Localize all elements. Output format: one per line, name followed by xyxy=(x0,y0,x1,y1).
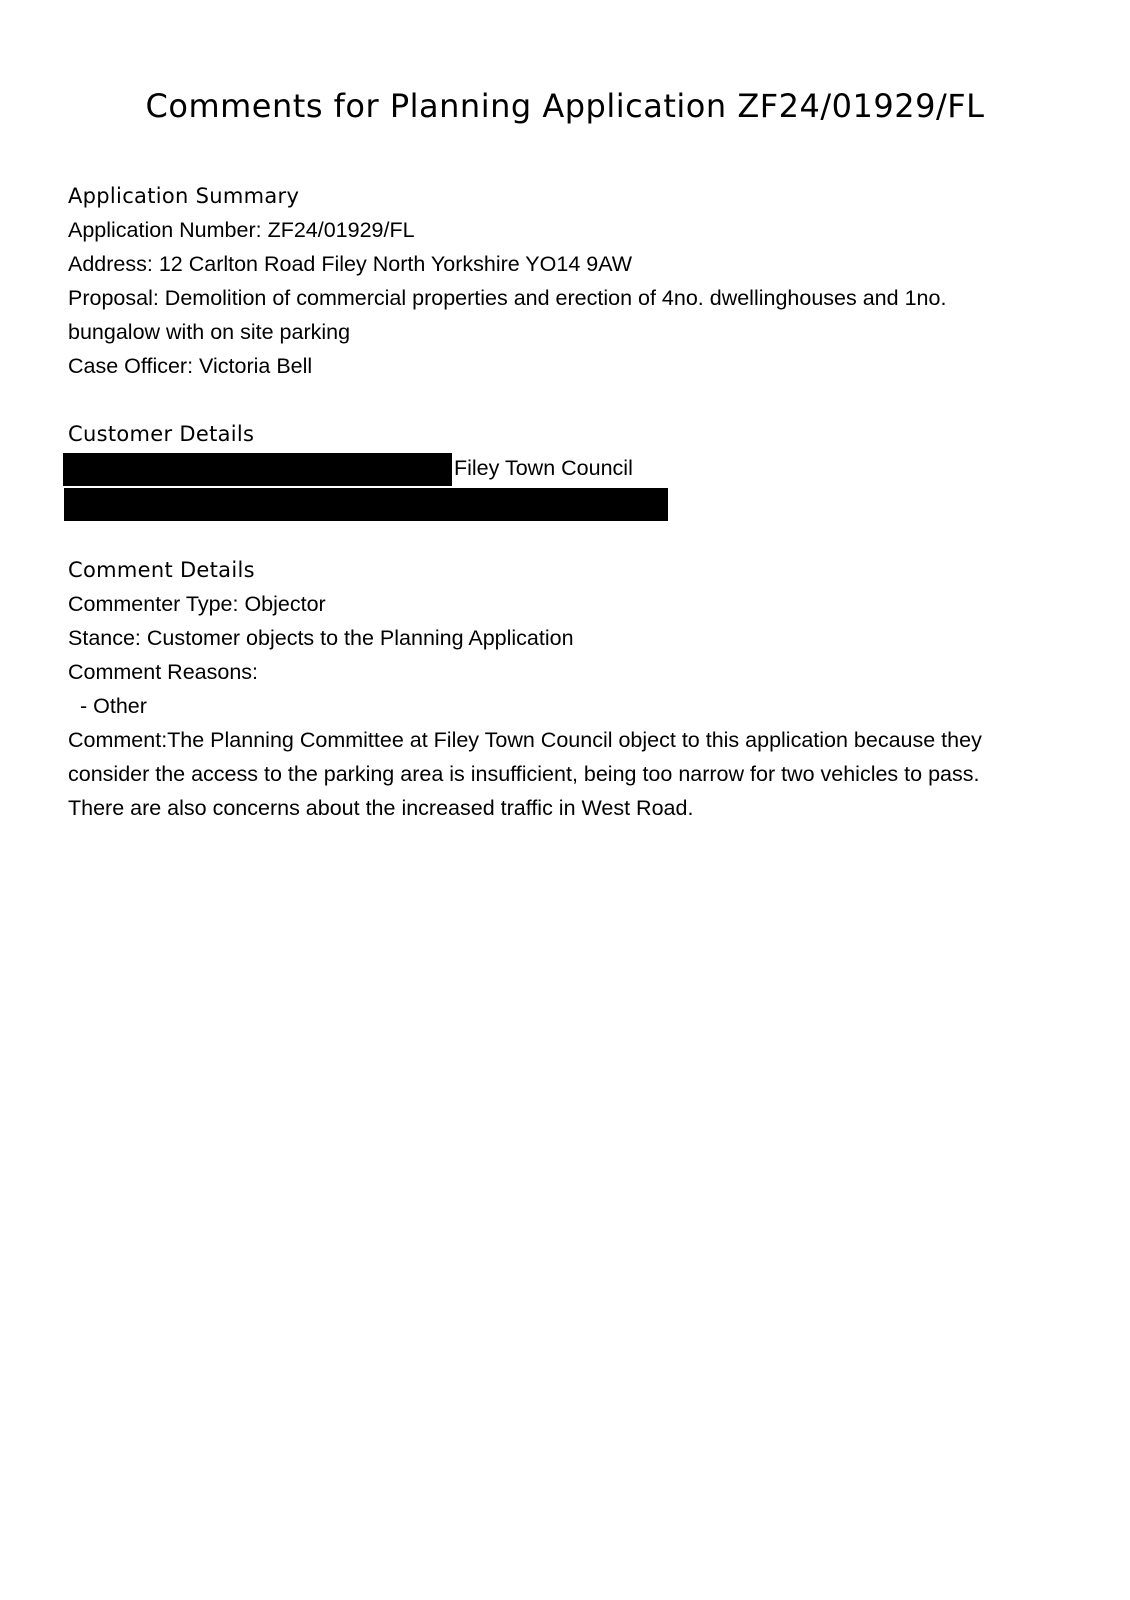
section-spacer xyxy=(68,383,1068,417)
application-summary-heading: Application Summary xyxy=(68,184,300,208)
proposal-line-2: bungalow with on site parking xyxy=(68,320,351,344)
customer-details-heading: Customer Details xyxy=(68,422,255,446)
case-officer: Case Officer: Victoria Bell xyxy=(68,354,313,378)
comment-line-1: Comment:The Planning Committee at Filey Town Council object to this application because they xyxy=(68,728,982,752)
customer-name-row xyxy=(68,451,1068,485)
comment-line-3: There are also concerns about the increased traffic in West Road. xyxy=(68,796,694,820)
address: Address: 12 Carlton Road Filey North Yorkshire YO14 9AW xyxy=(68,252,633,276)
commenter-type: Commenter Type: Objector xyxy=(68,592,326,616)
comment-line-2: consider the access to the parking area is insufficient, being too narrow for two vehicles to pass. xyxy=(68,762,980,786)
stance: Stance: Customer objects to the Planning Application xyxy=(68,626,574,650)
application-number: Application Number: ZF24/01929/FL xyxy=(68,218,415,242)
comment-details-heading: Comment Details xyxy=(68,558,255,582)
comment-reason-item: - Other xyxy=(80,694,147,718)
section-spacer xyxy=(68,519,1068,553)
customer-details-section xyxy=(68,417,1068,519)
redaction-block xyxy=(63,453,452,486)
proposal-line-1: Proposal: Demolition of commercial properties and erection of 4no. dwellinghouses and 1no. xyxy=(68,286,947,310)
comment-reasons-label: Comment Reasons: xyxy=(68,660,258,684)
customer-organisation: Filey Town Council xyxy=(454,456,633,480)
document-body xyxy=(68,179,1068,825)
comment-details-section xyxy=(68,553,1068,825)
document-title: Comments for Planning Application ZF24/01929/FL xyxy=(145,87,985,125)
customer-address-row xyxy=(68,485,1068,519)
application-summary-section xyxy=(68,179,1068,383)
redaction-block xyxy=(64,488,668,521)
